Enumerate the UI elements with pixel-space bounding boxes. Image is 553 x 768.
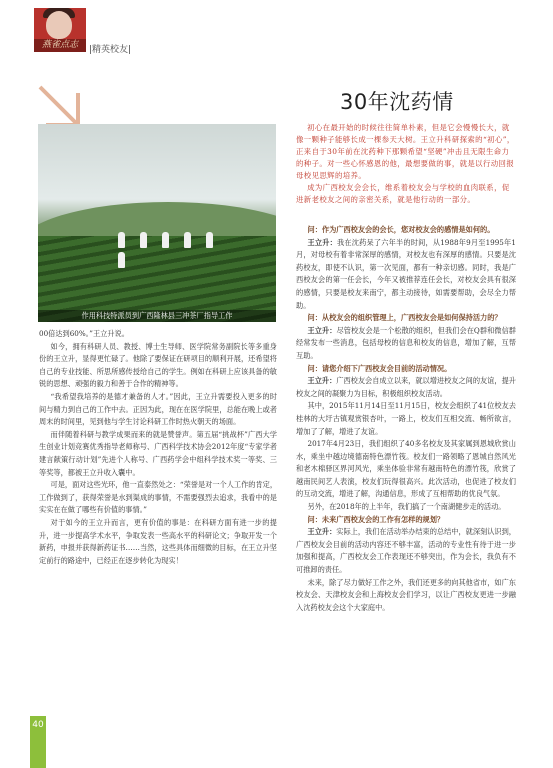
answer-speaker: 王立升： (307, 527, 337, 537)
logo-text: 燕雀点志 (34, 39, 86, 52)
interview-answer (296, 526, 516, 576)
answer-speaker: 王立升： (307, 325, 337, 335)
answer-speaker: 王立升： (307, 237, 338, 247)
answer-text: 我在沈药呆了六年半的时间，从1988年9月至1995年1月，对母校有着非常深厚的感情，对校友也有深厚的感情。只要是沈药校友，即使不认识，第一次见面，都有一种亲切感。同时，我是广西校友会的第一任会长，今年又被推荐连任会长，对校友会具有很深的感情，只要是校友来南宁，都主动接待，如需要帮助，会尽全力帮助。 (296, 237, 516, 310)
interview-question: 问：作为广西校友会的会长，您对校友会的感情是如何的。 (307, 225, 495, 234)
photo-person (162, 232, 169, 248)
intro-paragraph: 成为广西校友会会长，维系着校友会与学校的血肉联系，促进新老校友之间的亲密关系，就是他行动的一部分。 (296, 183, 510, 204)
section-label: |精英校友| (89, 45, 132, 55)
article-intro (296, 122, 516, 206)
interview-answer (296, 375, 516, 400)
body-paragraph: 而伴随着科研与教学成果而来的就是赞誉声。第五届“挑战杯”广西大学生创业计划竞赛优秀指导老师称号、广西科学技术协会2012年度“专家学者建言献策行动计划”先进个人称号、广西药学会中组科学技术奖一等奖、三等奖等，都被王立升收入囊中。 (39, 429, 277, 477)
body-paragraph: 2017年4月23日，我们组织了40多名校友及其家属到恩城欣赏山水，乘坐中越边境德南特色漂竹筏。校友们一路领略了恩城自然风光和老木棉驿区界河风光，乘坐体验非常有越南特色的漂竹筏，欣赏了越南民间艺人表演，校友们玩得很高兴。此次活动，也促进了校友们的互动交流，增进了解，沟通信息，形成了互相帮助的优良气氛。 (296, 439, 516, 499)
photo-people (118, 232, 238, 252)
intro-paragraph: 初心在最开始的时候往往简单朴素，但是它会慢慢长大，就像一颗种子能够长成一棵参天大树。王立升科研探索的“初心”，正来自于30年前在沈药种下那颗希望“坚硬”冲击且无限生命力的种子。对一些心怀感恩的他，最想要做的事，就是以行动回报母校见思辉的培养。 (296, 123, 515, 180)
answer-text: 尽管校友会是一个松散的组织，但我们会在Q群和微信群经常发布一些消息，包括母校的信息和校友的信息，增加了解，互帮互助。 (296, 325, 516, 360)
interview-question: 问：从校友会的组织管理上，广西校友会是如何保持活力的？ (307, 313, 502, 323)
answer-text: 实际上，我们在活动举办结束的总结中，就深刻认识到，广西校友会目前的活动内容还不够丰富，活动的专业性有待于进一步加强和提高，广西校友会工作表现还不够突出，作为会长，我负有不可推卸的责任。 (296, 527, 516, 575)
page-number-tab (30, 716, 46, 768)
interview-answer (296, 325, 516, 363)
photo-person (184, 232, 191, 248)
interview-question: 问：未来广西校友会的工作有怎样的规划？ (307, 514, 445, 524)
interview-question: 问：请您介绍下广西校友会目前的活动情况。 (307, 363, 452, 373)
article-title: 30年沈药情 (340, 90, 454, 114)
interview-answer (296, 237, 516, 313)
answer-speaker: 王立升： (307, 376, 337, 386)
magazine-logo (34, 8, 86, 52)
photo-person (118, 252, 125, 268)
body-paragraph: 未来，除了尽力做好工作之外，我们还更多的向其他省市，如广东校友会、天津校友会和上海校友会们学习，以让广西校友更进一步融入沈药校友会这个大家庭中。 (296, 577, 516, 612)
photo-caption: 作用科技特派员到广西隆林县三冲茶厂指导工作 (38, 310, 276, 322)
answer-text: 广西校友会自成立以来，就以增进校友之间的友谊，提升校友之间的凝聚力为目标，积极组织校友活动。 (296, 376, 516, 398)
body-paragraph: 对于如今的王立升而言，更有价值的事是：在科研方面有进一步的提升，进一步提高学术水平，争取发表一些高水平的科研论文；争取开发一个新药，申报并获得新药证书……当然，这些具体而细微的目标，在王立升坚定前行的路途中，已经正在逐步转化为现实！ (39, 517, 277, 565)
body-paragraph: 如今，拥有科研人员、教授、博士生导师、医学院常务副院长等多重身份的王立升，显得更忙碌了。他除了要保证在研项目的顺利开展，还希望将自己的专业技能、所思所感传授给自己的学生。例如在科研上应该具备的敏锐的思想、顽强的毅力和善于合作的精神等。 (39, 341, 277, 389)
body-paragraph: “我希望我培养的是德才兼备的人才。”因此，王立升需要投入更多的时间与精力到自己的工作中去。正因为此，现在在医学院里，总能在晚上或者周末的时间里，见到他与学生讨论科研工作时热火朝天的场面。 (39, 391, 277, 427)
page-number: 40 (32, 720, 44, 730)
body-paragraph: 其中，2015年11月14日至11月15日，校友会组织了41位校友去桂林的大圩古镇观赏银杏叶，一路上，校友们互相交流、畅所欲言，增加了了解，增进了友谊。 (296, 401, 516, 436)
photo-person (140, 232, 147, 248)
right-column (296, 224, 516, 614)
body-paragraph: 另外，在2018年的上半年，我们搞了一个南湖健步走的活动。 (307, 502, 506, 512)
body-paragraph: 00倍达到60%。”王立升说。 (39, 329, 129, 338)
photo-person (206, 232, 213, 248)
left-column (39, 328, 277, 567)
body-paragraph: 可是，面对这些光环，他一直泰然处之：“荣誉是对一个人工作的肯定，工作做到了，获得荣誉是水到渠成的事情，不需要强烈去追求，我看中的是实实在在做了哪些有价值的事情。” (39, 480, 278, 515)
photo-person (118, 232, 125, 248)
logo-portrait (46, 11, 72, 39)
article-photo (38, 124, 276, 322)
